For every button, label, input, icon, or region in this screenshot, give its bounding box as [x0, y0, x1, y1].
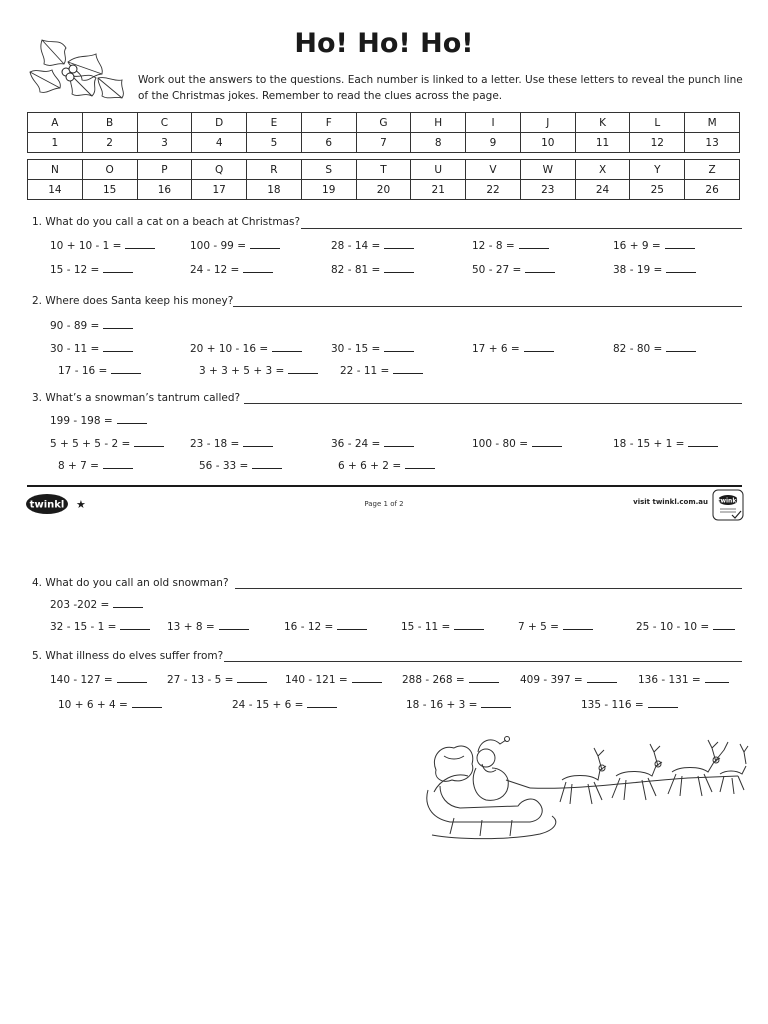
cipher-cell: Z — [685, 160, 740, 180]
cipher-cell: N — [28, 160, 83, 180]
cipher-cell: 16 — [137, 180, 192, 200]
cipher-cell: 23 — [520, 180, 575, 200]
cipher-cell: 14 — [28, 180, 83, 200]
cipher-cell: O — [82, 160, 137, 180]
answer-blank[interactable] — [705, 681, 729, 683]
sum-item: 203 -202 = — [50, 599, 143, 611]
answer-blank[interactable] — [666, 350, 696, 352]
footer-divider — [27, 485, 742, 487]
question-1: 1. What do you call a cat on a beach at Christmas? — [32, 216, 301, 228]
sum-item: 17 + 6 = — [472, 343, 554, 355]
sum-item: 15 - 11 = — [401, 621, 484, 633]
answer-blank[interactable] — [120, 628, 150, 630]
twinkl-logo-text: twinkl — [29, 499, 65, 511]
sum-item: 288 - 268 = — [402, 674, 499, 686]
website-link[interactable]: visit twinkl.com.au — [633, 498, 708, 506]
instructions: Work out the answers to the questions. Each number is linked to a letter. Use these letters to reveal the punch line of the Christmas jokes. Remember to read the clues across the page. — [138, 74, 743, 102]
cipher-cell: 2 — [82, 133, 137, 153]
answer-blank[interactable] — [111, 372, 141, 374]
answer-blank[interactable] — [563, 628, 593, 630]
cipher-cell: K — [575, 113, 630, 133]
cipher-cell: X — [575, 160, 630, 180]
sum-item: 56 - 33 = — [199, 460, 282, 472]
answer-blank[interactable] — [525, 271, 555, 273]
answer-blank[interactable] — [384, 350, 414, 352]
answer-blank[interactable] — [243, 445, 273, 447]
answer-line-5[interactable] — [224, 661, 742, 662]
answer-blank[interactable] — [103, 350, 133, 352]
santa-sleigh-icon — [420, 730, 750, 845]
answer-blank[interactable] — [288, 372, 318, 374]
cipher-cell: 6 — [301, 133, 356, 153]
cipher-cell: D — [192, 113, 247, 133]
cipher-cell: 1 — [28, 133, 83, 153]
sum-item: 82 - 80 = — [613, 343, 696, 355]
sum-item: 20 + 10 - 16 = — [190, 343, 302, 355]
page-number: Page 1 of 2 — [364, 500, 404, 508]
sum-item: 10 + 10 - 1 = — [50, 240, 155, 252]
answer-blank[interactable] — [125, 247, 155, 249]
answer-line-3[interactable] — [244, 403, 742, 404]
sum-item: 140 - 127 = — [50, 674, 147, 686]
cipher-cell: U — [411, 160, 466, 180]
sum-item: 135 - 116 = — [581, 699, 678, 711]
cipher-cell: I — [466, 113, 521, 133]
sum-item: 50 - 27 = — [472, 264, 555, 276]
answer-blank[interactable] — [243, 271, 273, 273]
cipher-cell: 26 — [685, 180, 740, 200]
answer-blank[interactable] — [113, 606, 143, 608]
page-title: Ho! Ho! Ho! — [294, 28, 474, 59]
sum-item: 10 + 6 + 4 = — [58, 699, 162, 711]
cipher-cell: S — [301, 160, 356, 180]
answer-blank[interactable] — [713, 628, 735, 630]
answer-blank[interactable] — [454, 628, 484, 630]
question-5: 5. What illness do elves suffer from? — [32, 650, 224, 662]
cipher-cell: 21 — [411, 180, 466, 200]
answer-blank[interactable] — [219, 628, 249, 630]
cipher-cell: Q — [192, 160, 247, 180]
sum-item: 3 + 3 + 5 + 3 = — [199, 365, 318, 377]
sum-item: 28 - 14 = — [331, 240, 414, 252]
answer-blank[interactable] — [352, 681, 382, 683]
sum-item: 16 - 12 = — [284, 621, 367, 633]
answer-blank[interactable] — [666, 271, 696, 273]
answer-blank[interactable] — [587, 681, 617, 683]
answer-blank[interactable] — [117, 681, 147, 683]
sum-item: 36 - 24 = — [331, 438, 414, 450]
cipher-cell: R — [247, 160, 302, 180]
sum-item: 199 - 198 = — [50, 415, 147, 427]
quality-badge-icon — [712, 489, 744, 521]
cipher-cell: 18 — [247, 180, 302, 200]
sum-item: 15 - 12 = — [50, 264, 133, 276]
cipher-cell: 11 — [575, 133, 630, 153]
cipher-cell: 8 — [411, 133, 466, 153]
sum-item: 18 - 16 + 3 = — [406, 699, 511, 711]
cipher-cell: 25 — [630, 180, 685, 200]
sum-item: 27 - 13 - 5 = — [167, 674, 267, 686]
sum-item: 409 - 397 = — [520, 674, 617, 686]
answer-blank[interactable] — [132, 706, 162, 708]
cipher-cell: 24 — [575, 180, 630, 200]
sum-item: 12 - 8 = — [472, 240, 549, 252]
question-4: 4. What do you call an old snowman? — [32, 577, 229, 589]
cipher-cell: V — [466, 160, 521, 180]
answer-blank[interactable] — [384, 271, 414, 273]
sum-item: 38 - 19 = — [613, 264, 696, 276]
sum-item: 6 + 6 + 2 = — [338, 460, 435, 472]
cipher-cell: W — [520, 160, 575, 180]
answer-blank[interactable] — [307, 706, 337, 708]
cipher-cell: B — [82, 113, 137, 133]
sum-item: 7 + 5 = — [518, 621, 593, 633]
sum-item: 32 - 15 - 1 = — [50, 621, 150, 633]
cipher-cell: G — [356, 113, 411, 133]
sum-item: 30 - 15 = — [331, 343, 414, 355]
sum-item: 140 - 121 = — [285, 674, 382, 686]
cipher-cell: 19 — [301, 180, 356, 200]
answer-blank[interactable] — [532, 445, 562, 447]
answer-blank[interactable] — [252, 467, 282, 469]
sum-item: 22 - 11 = — [340, 365, 423, 377]
cipher-cell: M — [685, 113, 740, 133]
badge-text: twinkl — [717, 497, 739, 505]
cipher-letter-row — [28, 160, 740, 180]
star-icon: ★ — [76, 498, 86, 511]
sum-item: 82 - 81 = — [331, 264, 414, 276]
sum-item: 136 - 131 = — [638, 674, 729, 686]
sum-item: 90 - 89 = — [50, 320, 133, 332]
cipher-cell: 12 — [630, 133, 685, 153]
answer-blank[interactable] — [688, 445, 718, 447]
answer-blank[interactable] — [103, 271, 133, 273]
sum-item: 17 - 16 = — [58, 365, 141, 377]
sum-item: 8 + 7 = — [58, 460, 133, 472]
answer-blank[interactable] — [103, 467, 133, 469]
cipher-number-row — [28, 180, 740, 200]
cipher-cell: F — [301, 113, 356, 133]
answer-blank[interactable] — [665, 247, 695, 249]
cipher-number-row — [28, 133, 740, 153]
sum-item: 5 + 5 + 5 - 2 = — [50, 438, 164, 450]
cipher-cell: C — [137, 113, 192, 133]
sum-item: 100 - 80 = — [472, 438, 562, 450]
cipher-cell: 3 — [137, 133, 192, 153]
cipher-cell: L — [630, 113, 685, 133]
sum-item: 13 + 8 = — [167, 621, 249, 633]
cipher-cell: 22 — [466, 180, 521, 200]
cipher-cell: P — [137, 160, 192, 180]
sum-item: 24 - 12 = — [190, 264, 273, 276]
answer-line-2[interactable] — [233, 306, 742, 307]
cipher-cell: J — [520, 113, 575, 133]
question-3: 3. What’s a snowman’s tantrum called? — [32, 392, 241, 404]
answer-blank[interactable] — [103, 327, 133, 329]
cipher-cell: 10 — [520, 133, 575, 153]
answer-line-1[interactable] — [301, 228, 742, 229]
cipher-cell: 17 — [192, 180, 247, 200]
answer-blank[interactable] — [524, 350, 554, 352]
answer-blank[interactable] — [134, 445, 164, 447]
sum-item: 16 + 9 = — [613, 240, 695, 252]
answer-blank[interactable] — [117, 422, 147, 424]
sum-item: 30 - 11 = — [50, 343, 133, 355]
cipher-cell: E — [247, 113, 302, 133]
sum-item: 25 - 10 - 10 = — [636, 621, 735, 633]
cipher-cell: 9 — [466, 133, 521, 153]
cipher-cell: Y — [630, 160, 685, 180]
answer-blank[interactable] — [481, 706, 511, 708]
answer-blank[interactable] — [237, 681, 267, 683]
cipher-cell: H — [411, 113, 466, 133]
answer-blank[interactable] — [469, 681, 499, 683]
answer-line-4[interactable] — [235, 588, 742, 589]
cipher-cell: 4 — [192, 133, 247, 153]
answer-blank[interactable] — [272, 350, 302, 352]
sum-item: 18 - 15 + 1 = — [613, 438, 718, 450]
sum-item: 23 - 18 = — [190, 438, 273, 450]
cipher-cell: 7 — [356, 133, 411, 153]
cipher-cell: T — [356, 160, 411, 180]
cipher-cell: 13 — [685, 133, 740, 153]
sum-item: 100 - 99 = — [190, 240, 280, 252]
answer-blank[interactable] — [393, 372, 423, 374]
answer-blank[interactable] — [384, 247, 414, 249]
answer-blank[interactable] — [384, 445, 414, 447]
cipher-letter-row — [28, 113, 740, 133]
question-2: 2. Where does Santa keep his money? — [32, 295, 234, 307]
cipher-cell: 5 — [247, 133, 302, 153]
answer-blank[interactable] — [405, 467, 435, 469]
cipher-cell: A — [28, 113, 83, 133]
answer-blank[interactable] — [250, 247, 280, 249]
answer-blank[interactable] — [519, 247, 549, 249]
sum-item: 24 - 15 + 6 = — [232, 699, 337, 711]
answer-blank[interactable] — [337, 628, 367, 630]
answer-blank[interactable] — [648, 706, 678, 708]
cipher-table-n-z — [27, 159, 740, 200]
cipher-cell: 20 — [356, 180, 411, 200]
cipher-table-a-m — [27, 112, 740, 153]
cipher-cell: 15 — [82, 180, 137, 200]
